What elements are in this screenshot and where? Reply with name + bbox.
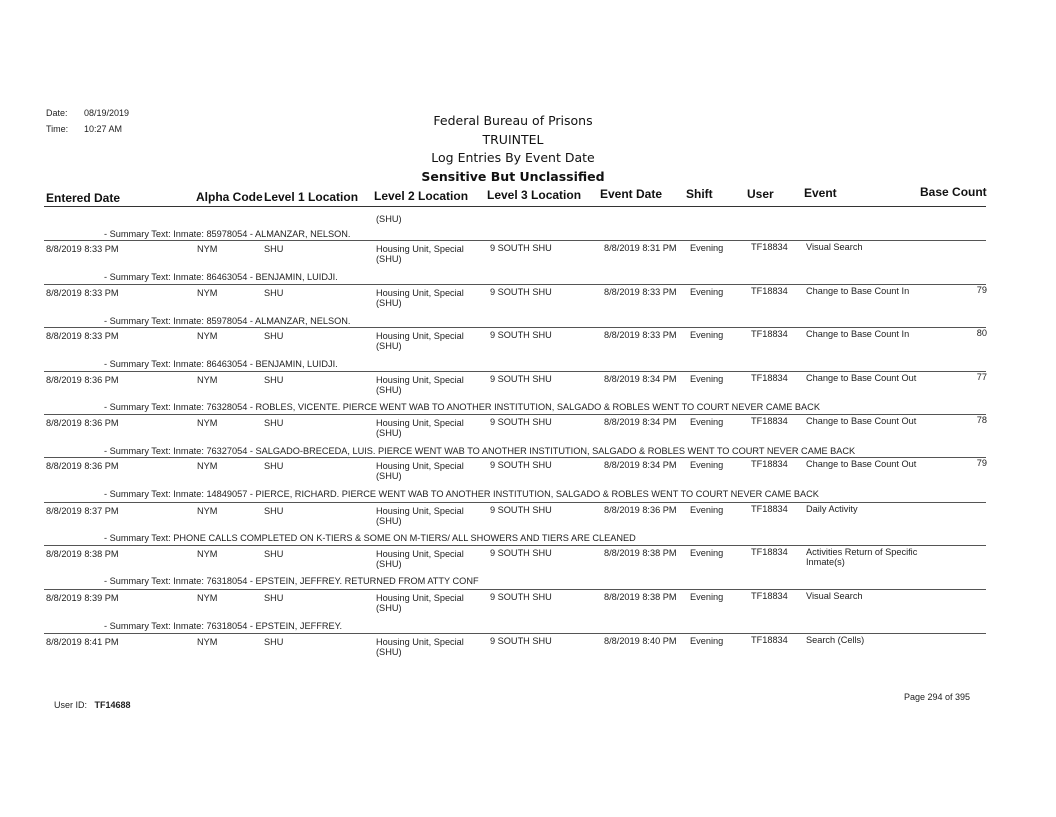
cell-event-date: 8/8/2019 8:38 PM bbox=[604, 548, 677, 558]
cell-level2: Housing Unit, Special (SHU) bbox=[376, 375, 464, 395]
cell-level2: Housing Unit, Special (SHU) bbox=[376, 506, 464, 526]
cell-shift: Evening bbox=[690, 548, 724, 558]
user-id-label: User ID: bbox=[54, 700, 88, 710]
cell-shift: Evening bbox=[690, 505, 724, 515]
system-name: TRUINTEL bbox=[482, 131, 544, 147]
user-id-value: TF14688 bbox=[94, 700, 131, 710]
cell-level3: 9 SOUTH SHU bbox=[490, 417, 552, 427]
cell-entered-date: 8/8/2019 8:41 PM bbox=[46, 637, 119, 647]
cell-event-date: 8/8/2019 8:33 PM bbox=[604, 330, 677, 340]
classification: Sensitive But Unclassified bbox=[421, 168, 605, 184]
cell-alpha-code: NYM bbox=[197, 288, 218, 298]
cell-level2: Housing Unit, Special (SHU) bbox=[376, 331, 464, 351]
cell-level2: Housing Unit, Special (SHU) bbox=[376, 549, 464, 569]
cell-event: Change to Base Count In bbox=[806, 329, 910, 339]
summary-text: - Summary Text: Inmate: 85978054 - ALMANZAR, NELSON. bbox=[104, 316, 351, 326]
cell-event: Search (Cells) bbox=[806, 635, 865, 645]
row-rule bbox=[44, 414, 986, 415]
row-rule bbox=[44, 284, 986, 285]
summary-text: - Summary Text: Inmate: 86463054 - BENJAMIN, LUIDJI. bbox=[104, 359, 338, 369]
col-base-count: Base Count bbox=[920, 185, 987, 199]
cell-user: TF18834 bbox=[751, 547, 788, 557]
cell-base-count: 77 bbox=[976, 372, 987, 382]
cell-user: TF18834 bbox=[751, 459, 788, 469]
cell-entered-date: 8/8/2019 8:36 PM bbox=[46, 461, 119, 471]
cell-event-date: 8/8/2019 8:34 PM bbox=[604, 460, 677, 470]
cell-level1: SHU bbox=[264, 418, 284, 428]
cell-event: Change to Base Count Out bbox=[806, 416, 917, 426]
summary-text: - Summary Text: Inmate: 76327054 - SALGADO-BRECEDA, LUIS. PIERCE WENT WAB TO ANOTHER INSTITUTION, SALGADO & ROBLES WENT TO COURT NEVER CAME BACK bbox=[104, 446, 856, 456]
col-level2: Level 2 Location bbox=[374, 189, 469, 203]
col-shift: Shift bbox=[686, 187, 713, 201]
time-label: Time: bbox=[46, 124, 69, 134]
cell-user: TF18834 bbox=[751, 373, 788, 383]
date-label: Date: bbox=[46, 108, 68, 118]
cell-level3: 9 SOUTH SHU bbox=[490, 374, 552, 384]
cell-shift: Evening bbox=[690, 287, 724, 297]
cell-entered-date: 8/8/2019 8:33 PM bbox=[46, 331, 119, 341]
cell-alpha-code: NYM bbox=[197, 375, 218, 385]
cell-alpha-code: NYM bbox=[197, 461, 218, 471]
cell-event-date: 8/8/2019 8:34 PM bbox=[604, 417, 677, 427]
cell-level1: SHU bbox=[264, 331, 284, 341]
cell-event: Visual Search bbox=[806, 591, 863, 601]
time-value: 10:27 AM bbox=[84, 124, 123, 134]
footer-user bbox=[54, 700, 131, 710]
cell-alpha-code: NYM bbox=[197, 244, 218, 254]
cell-shift: Evening bbox=[690, 374, 724, 384]
cell-event: Visual Search bbox=[806, 242, 863, 252]
cell-event-date: 8/8/2019 8:33 PM bbox=[604, 287, 677, 297]
col-event: Event bbox=[804, 186, 837, 200]
row-rule bbox=[44, 371, 986, 372]
cell-entered-date: 8/8/2019 8:37 PM bbox=[46, 506, 119, 516]
cell-level1: SHU bbox=[264, 244, 284, 254]
cell-alpha-code: NYM bbox=[197, 331, 218, 341]
cell-base-count: 79 bbox=[976, 458, 987, 468]
summary-text: - Summary Text: Inmate: 76328054 - ROBLES, VICENTE. PIERCE WENT WAB TO ANOTHER INSTITUTION, SALGADO & ROBLES WENT TO COURT NEVER CAME BACK bbox=[104, 402, 820, 412]
summary-text: - Summary Text: Inmate: 76318054 - EPSTEIN, JEFFREY. bbox=[104, 621, 343, 631]
cell-shift: Evening bbox=[690, 417, 724, 427]
cell-event-date: 8/8/2019 8:31 PM bbox=[604, 243, 677, 253]
cell-level3: 9 SOUTH SHU bbox=[490, 636, 552, 646]
summary-text: - Summary Text: Inmate: 76318054 - EPSTEIN, JEFFREY. RETURNED FROM ATTY CONF bbox=[104, 576, 479, 586]
col-alpha-code: Alpha Code bbox=[196, 190, 263, 204]
cell-level1: SHU bbox=[264, 637, 284, 647]
row-rule bbox=[44, 589, 986, 590]
row-rule bbox=[44, 545, 986, 546]
cell-level3: 9 SOUTH SHU bbox=[490, 505, 552, 515]
cell-level3: 9 SOUTH SHU bbox=[490, 460, 552, 470]
row-rule bbox=[44, 457, 986, 458]
cell-entered-date: 8/8/2019 8:38 PM bbox=[46, 549, 119, 559]
cell-level1: SHU bbox=[264, 549, 284, 559]
summary-text: - Summary Text: Inmate: 85978054 - ALMANZAR, NELSON. bbox=[104, 229, 351, 239]
cell-level2: Housing Unit, Special (SHU) bbox=[376, 461, 464, 481]
cell-level1: SHU bbox=[264, 461, 284, 471]
report-title-block bbox=[0, 112, 1056, 186]
carryover-text: (SHU) bbox=[376, 214, 402, 224]
cell-level3: 9 SOUTH SHU bbox=[490, 287, 552, 297]
cell-entered-date: 8/8/2019 8:33 PM bbox=[46, 244, 119, 254]
cell-level2: Housing Unit, Special (SHU) bbox=[376, 244, 464, 264]
cell-base-count: 78 bbox=[976, 415, 987, 425]
summary-text: - Summary Text: PHONE CALLS COMPLETED ON K-TIERS & SOME ON M-TIERS/ ALL SHOWERS AND TIERS ARE CLEANED bbox=[104, 533, 636, 543]
cell-event: Change to Base Count Out bbox=[806, 373, 917, 383]
cell-level1: SHU bbox=[264, 506, 284, 516]
col-user: User bbox=[747, 187, 774, 201]
cell-entered-date: 8/8/2019 8:36 PM bbox=[46, 375, 119, 385]
cell-level2: Housing Unit, Special (SHU) bbox=[376, 593, 464, 613]
header-rule bbox=[44, 206, 986, 207]
cell-user: TF18834 bbox=[751, 635, 788, 645]
cell-entered-date: 8/8/2019 8:39 PM bbox=[46, 593, 119, 603]
row-rule bbox=[44, 633, 986, 634]
cell-entered-date: 8/8/2019 8:33 PM bbox=[46, 288, 119, 298]
cell-level3: 9 SOUTH SHU bbox=[490, 548, 552, 558]
cell-event: Change to Base Count Out bbox=[806, 459, 917, 469]
col-entered-date: Entered Date bbox=[46, 191, 121, 205]
cell-base-count: 79 bbox=[976, 285, 987, 295]
cell-user: TF18834 bbox=[751, 286, 788, 296]
cell-level2: Housing Unit, Special (SHU) bbox=[376, 637, 464, 657]
col-level1: Level 1 Location bbox=[264, 190, 359, 204]
cell-level2: Housing Unit, Special (SHU) bbox=[376, 418, 464, 438]
cell-alpha-code: NYM bbox=[197, 637, 218, 647]
cell-shift: Evening bbox=[690, 330, 724, 340]
row-rule bbox=[44, 327, 986, 328]
cell-level1: SHU bbox=[264, 375, 284, 385]
org-name: Federal Bureau of Prisons bbox=[433, 113, 593, 128]
cell-user: TF18834 bbox=[751, 504, 788, 514]
page-number: Page 294 of 395 bbox=[904, 692, 971, 702]
cell-alpha-code: NYM bbox=[197, 418, 218, 428]
summary-text: - Summary Text: Inmate: 86463054 - BENJAMIN, LUIDJI. bbox=[104, 272, 338, 282]
cell-event-date: 8/8/2019 8:34 PM bbox=[604, 374, 677, 384]
cell-event-date: 8/8/2019 8:38 PM bbox=[604, 592, 677, 602]
cell-alpha-code: NYM bbox=[197, 506, 218, 516]
cell-level3: 9 SOUTH SHU bbox=[490, 592, 552, 602]
cell-shift: Evening bbox=[690, 460, 724, 470]
cell-level1: SHU bbox=[264, 288, 284, 298]
col-level3: Level 3 Location bbox=[487, 188, 582, 202]
cell-level3: 9 SOUTH SHU bbox=[490, 330, 552, 340]
date-value: 08/19/2019 bbox=[84, 108, 130, 118]
cell-user: TF18834 bbox=[751, 591, 788, 601]
report-name: Log Entries By Event Date bbox=[431, 150, 595, 165]
cell-user: TF18834 bbox=[751, 329, 788, 339]
cell-base-count: 80 bbox=[976, 328, 987, 338]
cell-entered-date: 8/8/2019 8:36 PM bbox=[46, 418, 119, 428]
cell-level2: Housing Unit, Special (SHU) bbox=[376, 288, 464, 308]
cell-shift: Evening bbox=[690, 243, 724, 253]
cell-event: Daily Activity bbox=[806, 504, 858, 514]
col-event-date: Event Date bbox=[600, 187, 663, 201]
row-rule bbox=[44, 240, 986, 241]
cell-level1: SHU bbox=[264, 593, 284, 603]
cell-user: TF18834 bbox=[751, 242, 788, 252]
cell-event-date: 8/8/2019 8:40 PM bbox=[604, 636, 677, 646]
cell-event: Activities Return of Specific Inmate(s) bbox=[806, 547, 918, 567]
cell-event: Change to Base Count In bbox=[806, 286, 910, 296]
row-rule bbox=[44, 502, 986, 503]
cell-alpha-code: NYM bbox=[197, 593, 218, 603]
cell-user: TF18834 bbox=[751, 416, 788, 426]
cell-event-date: 8/8/2019 8:36 PM bbox=[604, 505, 677, 515]
summary-text: - Summary Text: Inmate: 14849057 - PIERCE, RICHARD. PIERCE WENT WAB TO ANOTHER INSTITUTION, SALGADO & ROBLES WENT TO COURT NEVER CAME BACK bbox=[104, 489, 819, 499]
cell-shift: Evening bbox=[690, 592, 724, 602]
cell-level3: 9 SOUTH SHU bbox=[490, 243, 552, 253]
cell-shift: Evening bbox=[690, 636, 724, 646]
cell-alpha-code: NYM bbox=[197, 549, 218, 559]
